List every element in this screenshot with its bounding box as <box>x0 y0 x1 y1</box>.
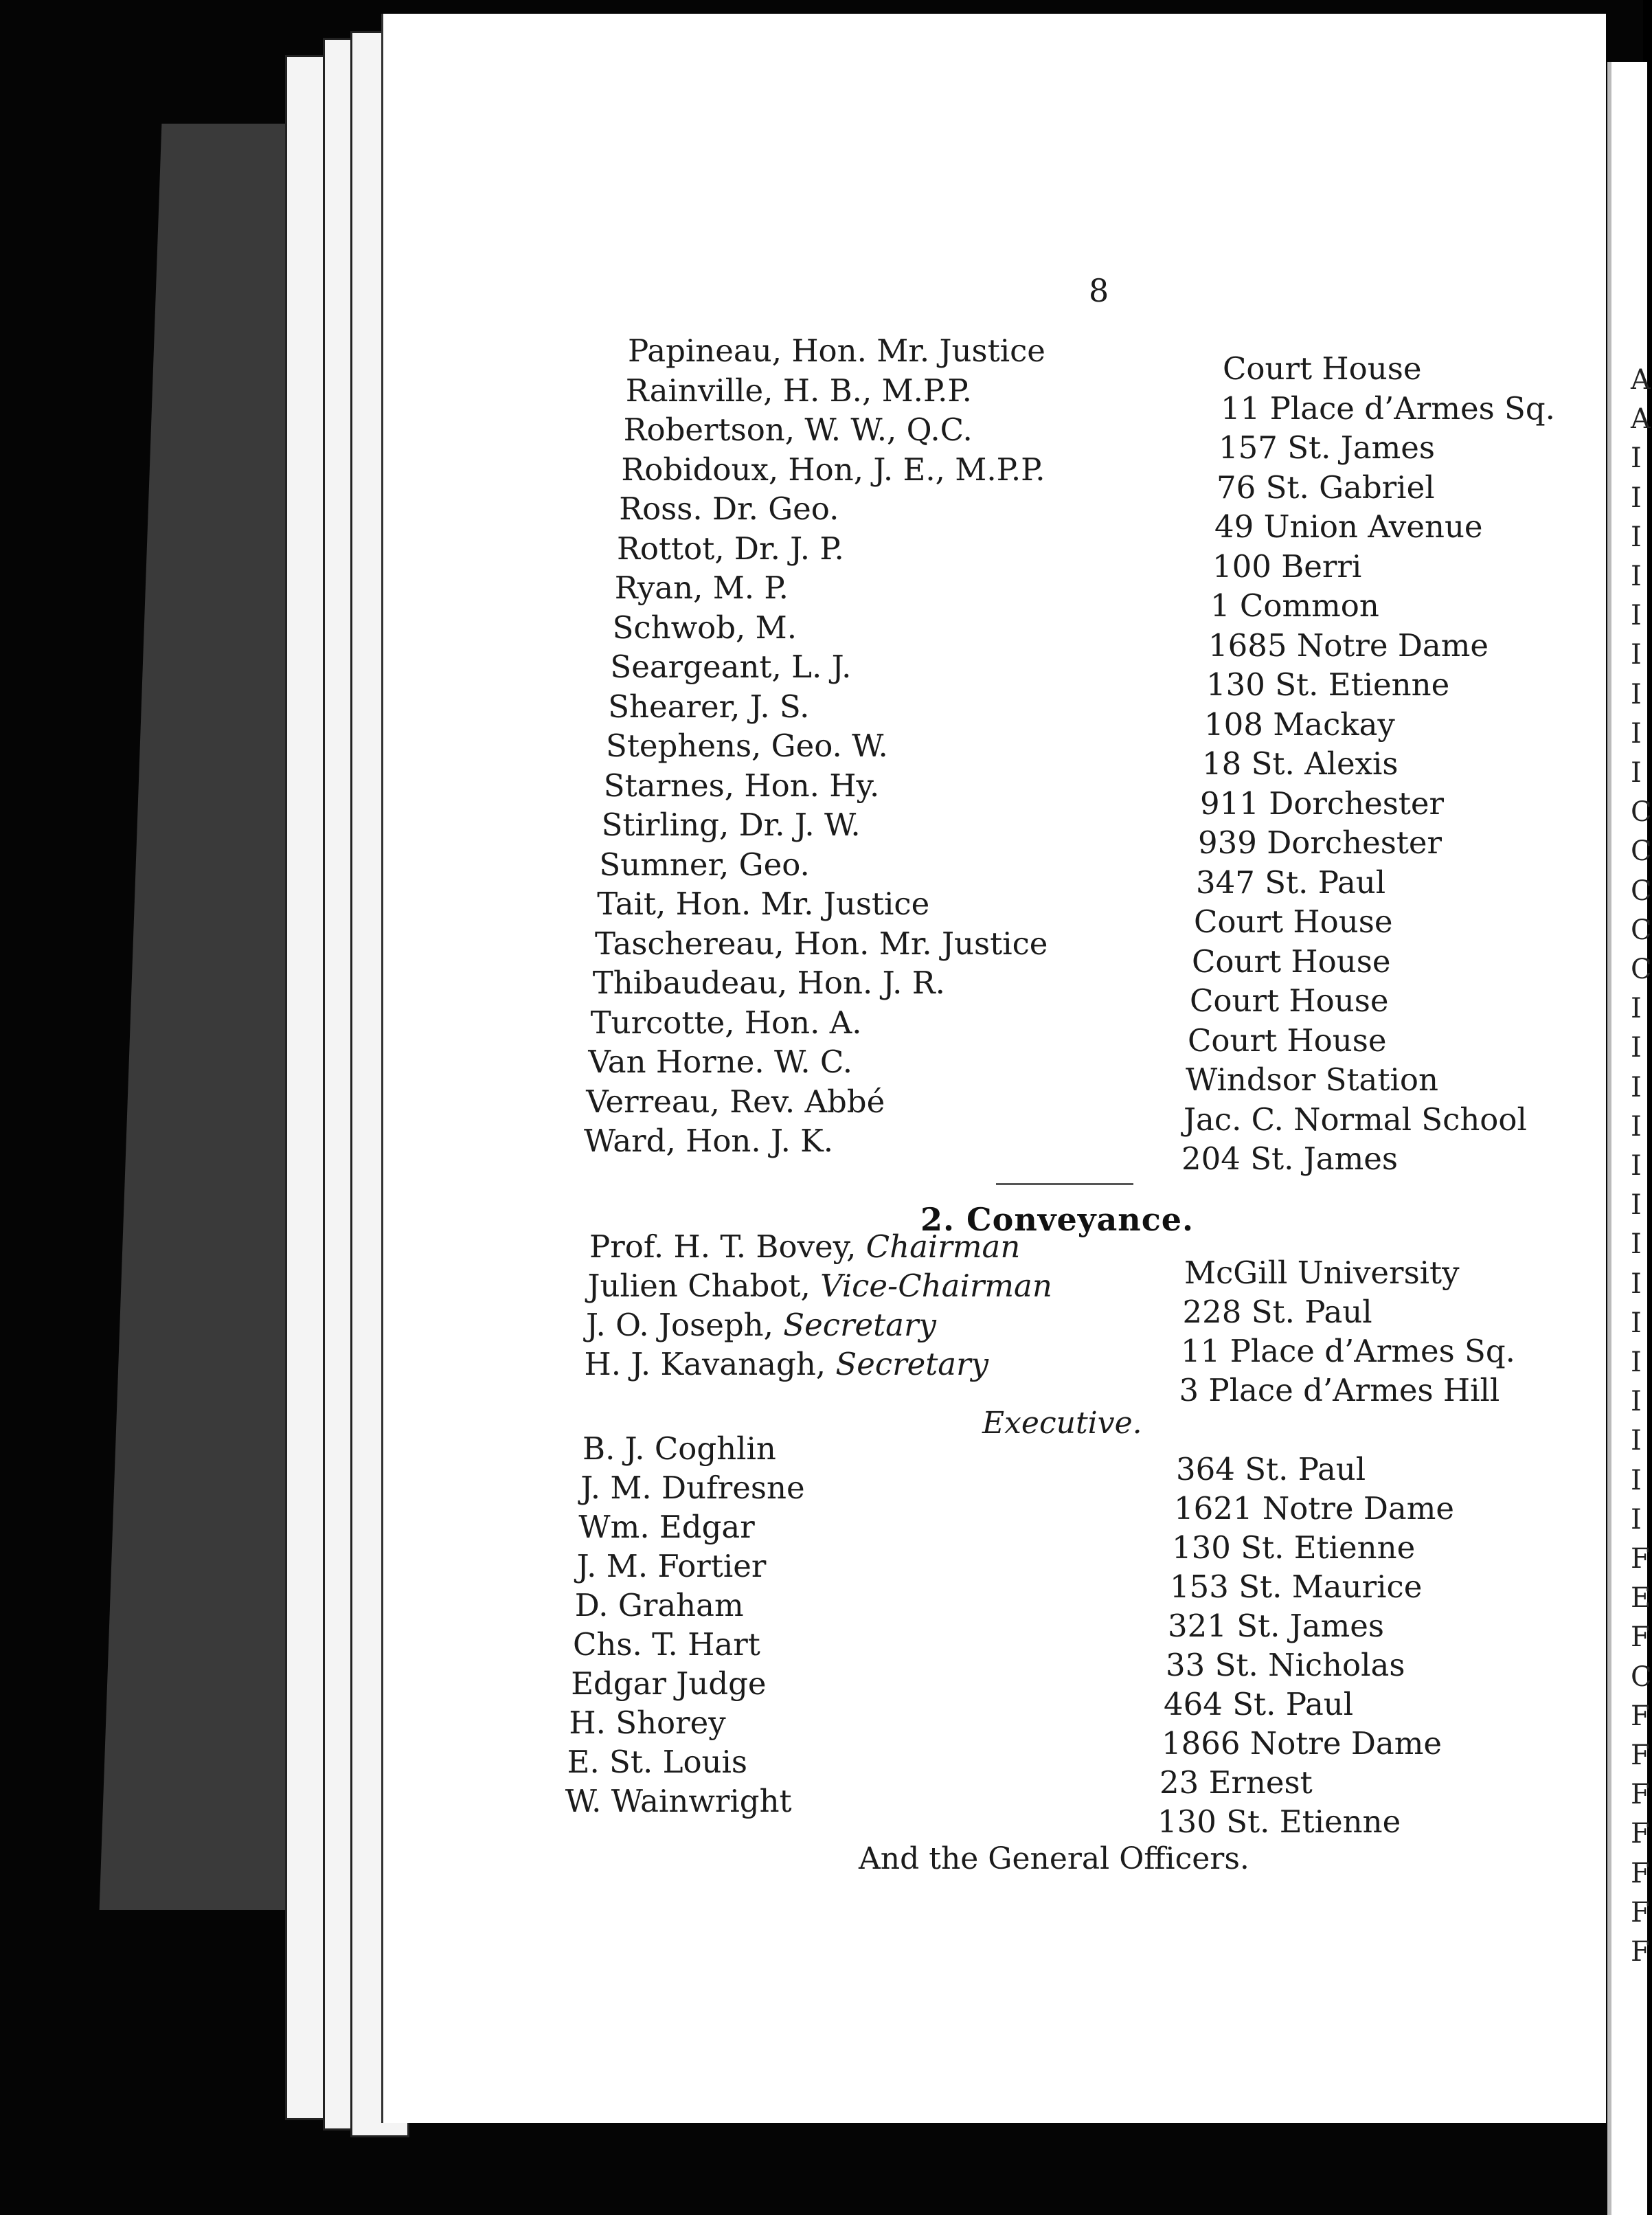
margin-letter: I <box>1631 521 1642 553</box>
entry-address: Windsor Station <box>1186 1061 1438 1098</box>
section-heading-conveyance: 2. Conveyance. <box>920 1201 1195 1238</box>
officer-role: Vice-Chairman <box>820 1268 1052 1304</box>
executive-name: H. Shorey <box>569 1705 726 1741</box>
margin-letter: I <box>1631 1425 1642 1457</box>
margin-letter: C <box>1631 796 1652 829</box>
margin-letter: I <box>1631 1150 1642 1182</box>
margin-letter: C <box>1631 1661 1652 1693</box>
margin-letter: I <box>1631 1032 1642 1064</box>
entry-name: Schwob, M. <box>612 609 797 646</box>
margin-letter: I <box>1631 1110 1642 1143</box>
margin-letter: F <box>1631 1818 1650 1850</box>
officer-name: J. O. Joseph, <box>586 1307 784 1343</box>
entry-name: Seargeant, L. J. <box>610 649 852 685</box>
executive-address: 153 St. Maurice <box>1170 1569 1423 1605</box>
executive-name: B. J. Coghlin <box>582 1430 776 1467</box>
officer-name: Julien Chabot, <box>587 1268 821 1304</box>
section-divider <box>996 1183 1133 1185</box>
entry-name: Ryan, M. P. <box>614 570 789 606</box>
officer-row <box>589 1228 1021 1265</box>
entry-address: 347 St. Paul <box>1196 864 1386 901</box>
entry-address: Court House <box>1190 982 1389 1019</box>
margin-letter: F <box>1631 1857 1650 1889</box>
executive-address: 1866 Notre Dame <box>1162 1725 1442 1762</box>
officer-address: 228 St. Paul <box>1182 1294 1372 1330</box>
margin-letter: I <box>1631 1386 1642 1418</box>
entry-address: 108 Mackay <box>1204 706 1395 743</box>
margin-letter: I <box>1631 1189 1642 1222</box>
entry-address: Court House <box>1194 903 1393 940</box>
margin-letter: I <box>1631 1268 1642 1300</box>
entry-name: Rottot, Dr. J. P. <box>617 530 844 567</box>
margin-letter: I <box>1631 1347 1642 1378</box>
officer-address: 3 Place d’Armes Hill <box>1179 1372 1500 1408</box>
entry-address: 11 Place d’Armes Sq. <box>1221 390 1555 427</box>
margin-letter: F <box>1631 1621 1650 1654</box>
margin-letter: I <box>1631 482 1642 514</box>
officer-row <box>587 1268 1052 1304</box>
margin-letter: I <box>1631 561 1642 592</box>
executive-name: E. St. Louis <box>567 1744 748 1780</box>
executive-address: 130 St. Etienne <box>1172 1529 1416 1566</box>
executive-address: 321 St. James <box>1168 1608 1384 1644</box>
margin-letter: F <box>1631 1543 1650 1575</box>
margin-letter: E <box>1631 1582 1651 1615</box>
entry-name: Papineau, Hon. Mr. Justice <box>628 333 1045 369</box>
margin-letter: I <box>1631 1228 1642 1261</box>
officer-row <box>584 1346 989 1382</box>
margin-letter: I <box>1631 993 1642 1025</box>
margin-letter: F <box>1631 1740 1650 1771</box>
entry-name: Shearer, J. S. <box>608 688 810 725</box>
entry-name: Ward, Hon. J. K. <box>584 1123 834 1159</box>
executive-address: 23 Ernest <box>1159 1764 1313 1801</box>
entry-address: 18 St. Alexis <box>1202 745 1399 782</box>
entry-address: 130 St. Etienne <box>1206 666 1450 703</box>
entry-name: Verreau, Rev. Abbé <box>586 1083 885 1120</box>
officer-row <box>586 1307 936 1343</box>
entry-name: Stirling, Dr. J. W. <box>601 807 861 843</box>
entry-name: Tait, Hon. Mr. Justice <box>597 886 930 922</box>
entry-address: 157 St. James <box>1219 429 1435 466</box>
executive-address: 464 St. Paul <box>1164 1686 1354 1722</box>
executive-name: J. M. Dufresne <box>580 1470 805 1506</box>
executive-name: D. Graham <box>574 1587 744 1623</box>
officer-role: Secretary <box>835 1346 989 1382</box>
margin-letter: A <box>1631 403 1651 436</box>
entry-address: 76 St. Gabriel <box>1217 469 1435 506</box>
executive-address: 33 St. Nicholas <box>1166 1647 1405 1683</box>
executive-name: Chs. T. Hart <box>573 1626 760 1663</box>
officer-role: Chairman <box>865 1228 1021 1265</box>
officer-role: Secretary <box>783 1307 936 1343</box>
margin-letter: F <box>1631 1896 1650 1929</box>
executive-name: Wm. Edgar <box>578 1509 755 1545</box>
margin-letter: I <box>1631 639 1642 671</box>
margin-letter: I <box>1631 1464 1642 1496</box>
executive-subheading: Executive. <box>982 1406 1142 1441</box>
entry-name: Rainville, H. B., M.P.P. <box>625 372 972 409</box>
entry-address: 1685 Notre Dame <box>1208 627 1489 664</box>
executive-name: Edgar Judge <box>571 1665 767 1702</box>
entry-address: Jac. C. Normal School <box>1184 1101 1527 1138</box>
officer-name: H. J. Kavanagh, <box>584 1346 836 1382</box>
margin-letter: I <box>1631 1307 1642 1339</box>
executive-address: 130 St. Etienne <box>1157 1803 1401 1840</box>
entry-name: Starnes, Hon. Hy. <box>603 767 880 804</box>
page-number: 8 <box>1089 272 1109 309</box>
margin-letter: I <box>1631 1503 1642 1536</box>
margin-letter: F <box>1631 1700 1650 1732</box>
entry-address: Court House <box>1192 943 1391 980</box>
footer-note: And the General Officers. <box>859 1841 1249 1876</box>
entry-address: 939 Dorchester <box>1198 824 1442 861</box>
margin-letter: F <box>1631 1936 1650 1968</box>
entry-name: Taschereau, Hon. Mr. Justice <box>595 925 1048 962</box>
margin-letter: A <box>1631 364 1651 396</box>
entry-name: Van Horne. W. C. <box>588 1044 853 1080</box>
margin-letter: I <box>1631 717 1642 750</box>
entry-name: Ross. Dr. Geo. <box>619 491 839 527</box>
executive-address: 364 St. Paul <box>1176 1451 1366 1487</box>
entry-address: 911 Dorchester <box>1200 785 1445 822</box>
entry-address: Court House <box>1188 1022 1387 1059</box>
entry-name: Thibaudeau, Hon. J. R. <box>592 965 945 1001</box>
entry-name: Stephens, Geo. W. <box>606 728 888 764</box>
entry-name: Sumner, Geo. <box>599 846 810 883</box>
officer-address: McGill University <box>1184 1255 1460 1291</box>
entry-address: 100 Berri <box>1212 548 1362 585</box>
margin-letter: C <box>1631 954 1652 985</box>
margin-letter: F <box>1631 1779 1650 1811</box>
executive-address: 1621 Notre Dame <box>1174 1490 1455 1527</box>
margin-letter: C <box>1631 914 1652 946</box>
entry-address: 49 Union Avenue <box>1214 508 1483 545</box>
margin-letter: I <box>1631 600 1642 632</box>
executive-name: W. Wainwright <box>565 1783 792 1819</box>
margin-letter: I <box>1631 678 1642 710</box>
entry-address: 1 Common <box>1210 587 1379 624</box>
officer-name: Prof. H. T. Bovey, <box>589 1228 866 1265</box>
entry-name: Robertson, W. W., Q.C. <box>623 412 973 448</box>
executive-name: J. M. Fortier <box>576 1548 767 1584</box>
margin-letter: C <box>1631 835 1652 868</box>
entry-name: Turcotte, Hon. A. <box>590 1004 862 1041</box>
entry-address: 204 St. James <box>1181 1140 1398 1177</box>
entry-address: Court House <box>1223 350 1422 387</box>
entry-name: Robidoux, Hon, J. E., M.P.P. <box>621 451 1045 488</box>
margin-letter: C <box>1631 875 1652 907</box>
margin-letter: I <box>1631 442 1642 475</box>
officer-address: 11 Place d’Armes Sq. <box>1181 1333 1515 1369</box>
margin-letter: I <box>1631 757 1642 789</box>
margin-letter: I <box>1631 1071 1642 1103</box>
